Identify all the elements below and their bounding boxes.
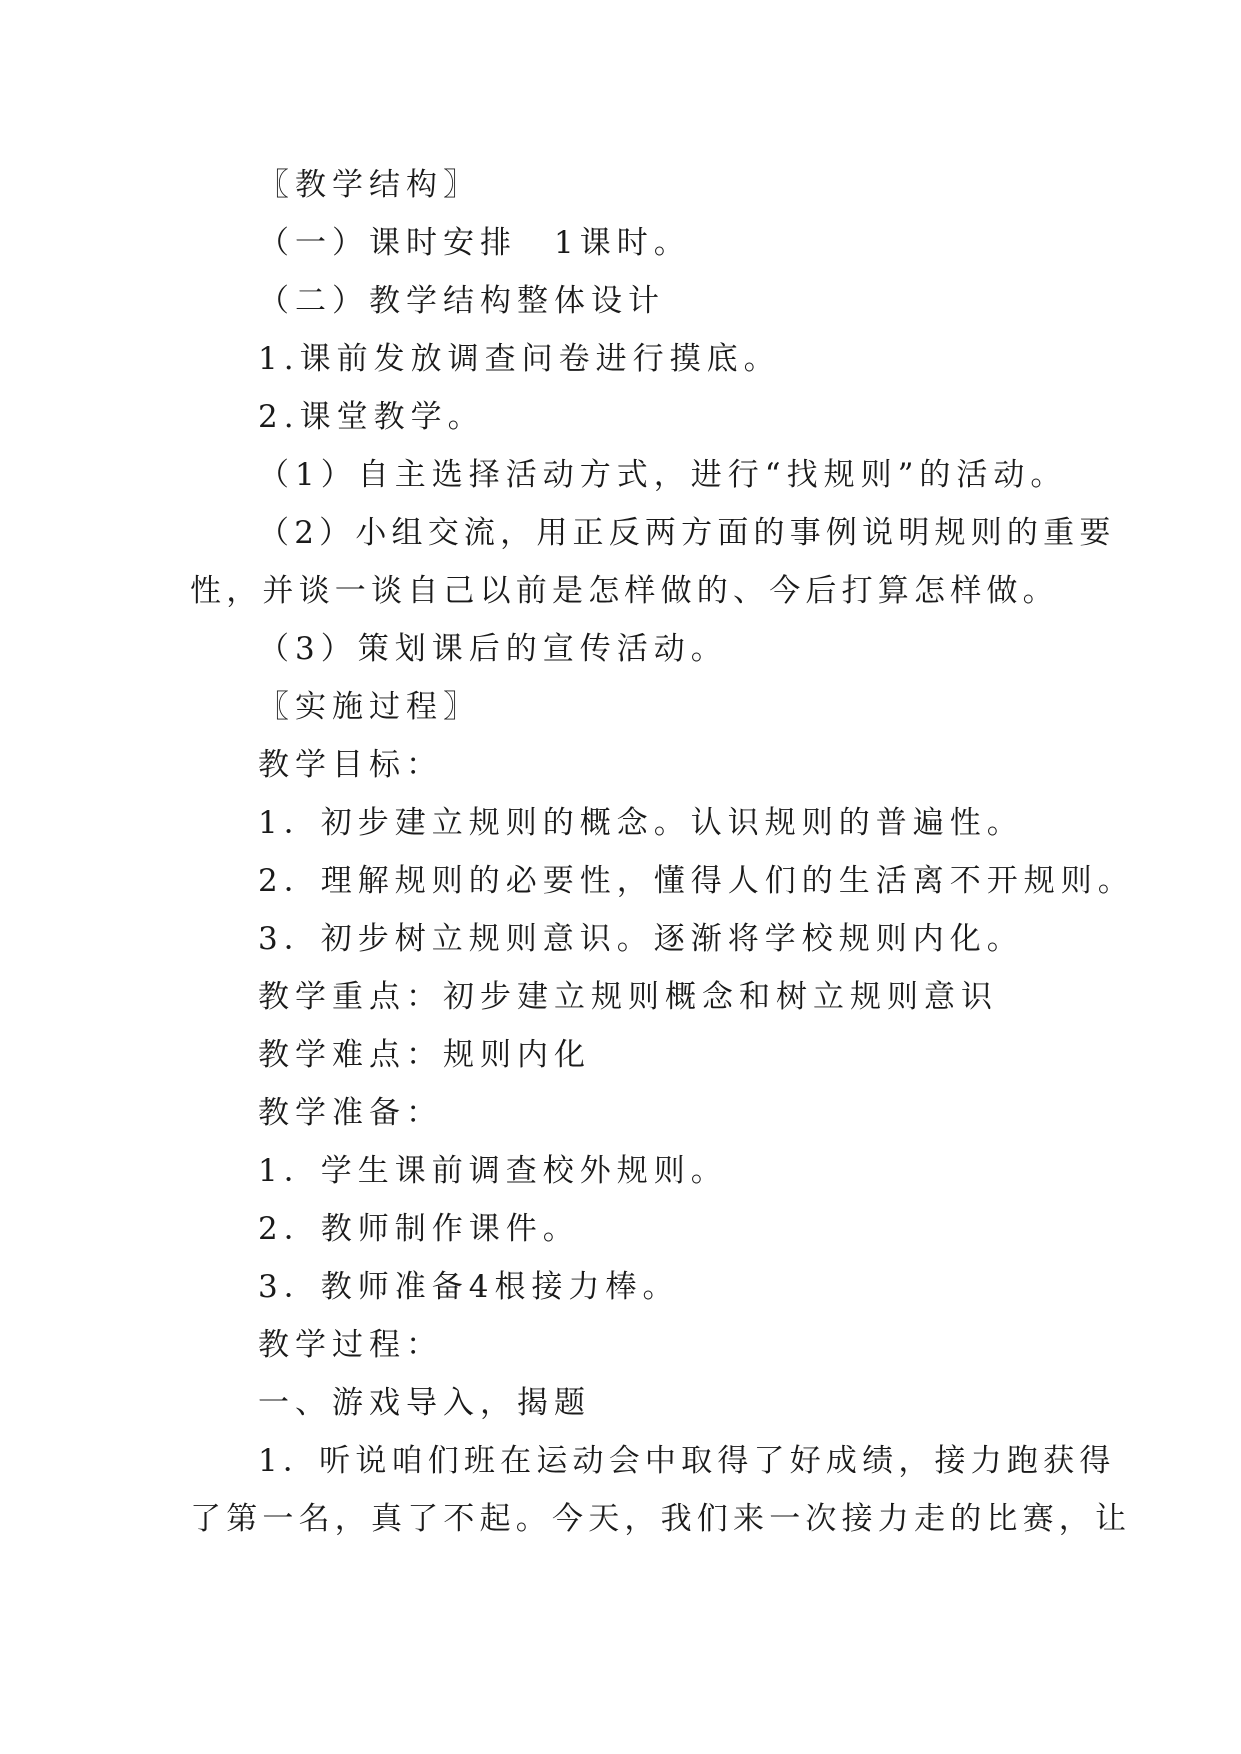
paragraph-line: 一、游戏导入，揭题 bbox=[258, 1385, 591, 1421]
paragraph-line: （1）自主选择活动方式，进行“找规则”的活动。 bbox=[258, 457, 1068, 493]
paragraph-line: 性，并谈一谈自己以前是怎样做的、今后打算怎样做。 bbox=[190, 573, 1059, 609]
paragraph-line: 教学目标： bbox=[258, 747, 443, 783]
paragraph-line: 1．学生课前调查校外规则。 bbox=[258, 1153, 728, 1189]
paragraph-line: 3．初步树立规则意识。逐渐将学校规则内化。 bbox=[258, 921, 1024, 957]
paragraph-line: 教学过程： bbox=[258, 1327, 443, 1363]
paragraph-line: 2.课堂教学。 bbox=[258, 399, 485, 435]
paragraph-line: 1.课前发放调查问卷进行摸底。 bbox=[258, 341, 781, 377]
section-heading-teaching-structure: 〖教学结构〗 bbox=[258, 167, 480, 203]
paragraph-line: 3．教师准备4根接力棒。 bbox=[258, 1269, 680, 1305]
paragraph-line: （二）教学结构整体设计 bbox=[258, 283, 665, 319]
section-heading-implementation: 〖实施过程〗 bbox=[258, 689, 480, 725]
paragraph-line: 了第一名，真了不起。今天，我们来一次接力走的比赛，让 bbox=[190, 1501, 1132, 1537]
paragraph-line: 1．初步建立规则的概念。认识规则的普遍性。 bbox=[258, 805, 1024, 841]
paragraph-line: 教学难点：规则内化 bbox=[258, 1037, 591, 1073]
paragraph-line: 教学重点：初步建立规则概念和树立规则意识 bbox=[258, 979, 998, 1015]
paragraph-line: 1．听说咱们班在运动会中取得了好成绩，接力跑获得 bbox=[258, 1443, 1116, 1479]
paragraph-line: （3）策划课后的宣传活动。 bbox=[258, 631, 728, 667]
paragraph-line: （一）课时安排 1课时。 bbox=[258, 225, 691, 261]
paragraph-line: （2）小组交流，用正反两方面的事例说明规则的重要 bbox=[258, 515, 1116, 551]
paragraph-line: 2．理解规则的必要性，懂得人们的生活离不开规则。 bbox=[258, 863, 1135, 899]
paragraph-line: 2．教师制作课件。 bbox=[258, 1211, 580, 1247]
paragraph-line: 教学准备： bbox=[258, 1095, 443, 1131]
